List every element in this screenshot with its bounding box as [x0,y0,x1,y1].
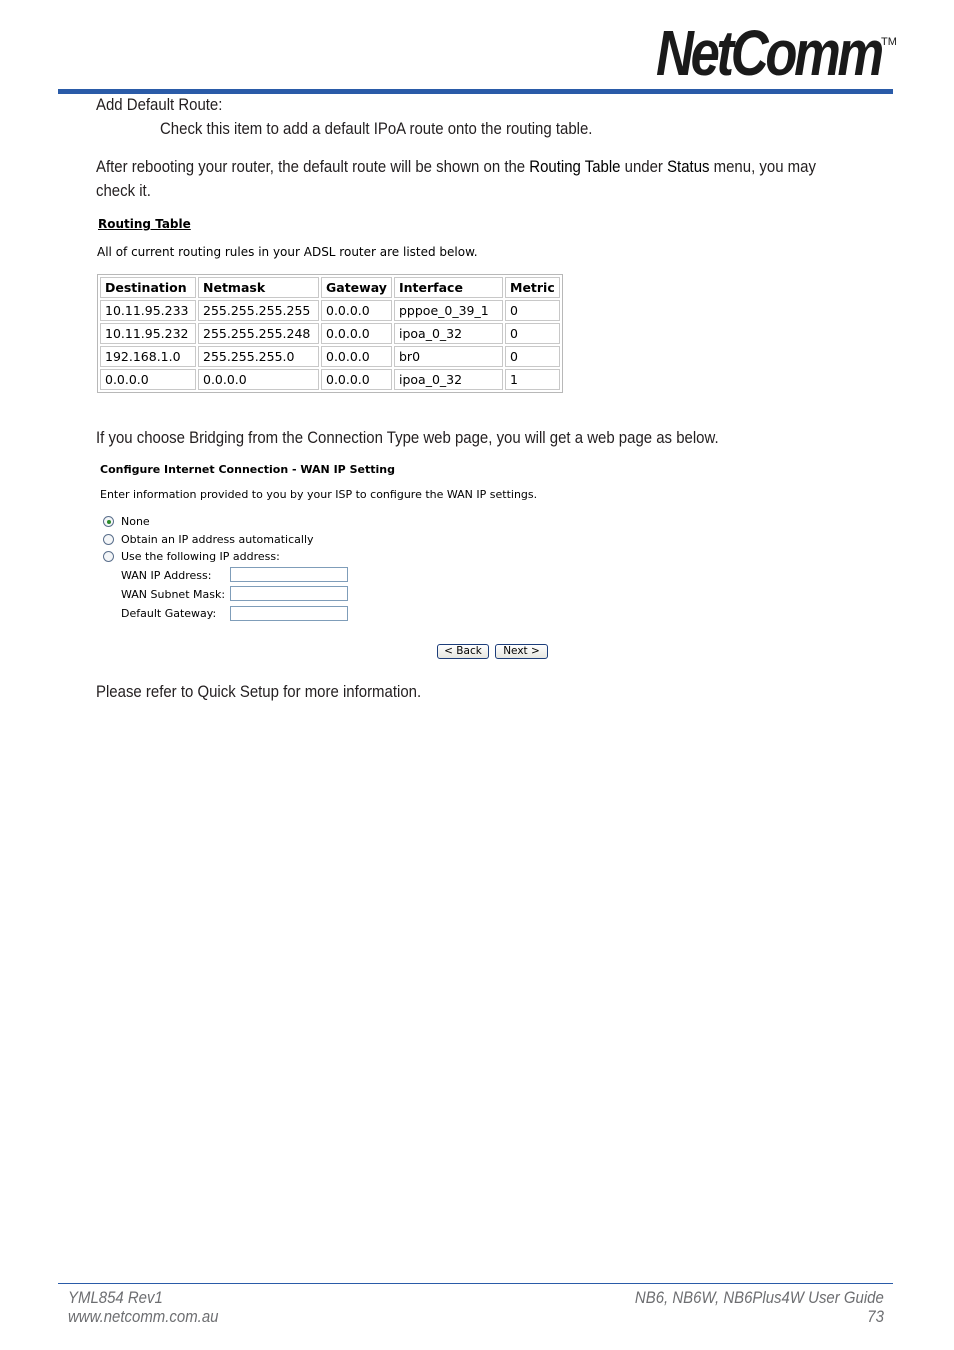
back-button[interactable]: < Back [437,644,489,659]
radio-label: Obtain an IP address automatically [121,533,314,546]
cell-destination: 10.11.95.233 [100,300,196,321]
paragraph-routing-info-line2: check it. [96,181,151,200]
section-heading-desc: Check this item to add a default IPoA route onto the routing table. [160,119,593,138]
cell-netmask: 255.255.255.255 [198,300,319,321]
radio-button-checked[interactable] [103,516,114,527]
paragraph-bridging: If you choose Bridging from the Connection Type web page, you will get a web page as below. [96,428,719,447]
cell-metric: 1 [505,369,560,390]
default-gateway-label: Default Gateway: [121,607,217,620]
col-metric: Metric [505,277,560,298]
radio-option-obtain-auto[interactable] [103,533,314,546]
logo-wordmark: NetComm [656,17,881,89]
radio-label: None [121,515,150,528]
table-row [100,323,560,344]
wan-ip-label: WAN IP Address: [121,569,212,582]
col-gateway: Gateway [321,277,392,298]
footer-doc-id: YML854 Rev1 [68,1288,163,1307]
cell-gateway: 0.0.0.0 [321,323,392,344]
radio-button[interactable] [103,551,114,562]
footer-guide: User Guide [804,1288,884,1307]
col-destination: Destination [100,277,196,298]
cell-netmask: 255.255.255.248 [198,323,319,344]
wan-ip-input[interactable] [230,567,348,582]
cell-metric: 0 [505,346,560,367]
next-button[interactable]: Next > [495,644,548,659]
cell-interface: ipoa_0_32 [394,369,503,390]
routing-table [97,274,563,393]
cell-metric: 0 [505,323,560,344]
radio-option-none[interactable] [103,515,150,528]
routing-table-ref: Routing Table [529,157,621,176]
footer-product: NB6, NB6W, NB6Plus4W [635,1288,805,1307]
cell-metric: 0 [505,300,560,321]
status-menu-ref: Status [667,157,710,176]
paragraph-refer-quick-setup: Please refer to Quick Setup for more information. [96,682,422,701]
wan-setting-title: Configure Internet Connection - WAN IP Setting [100,463,395,476]
default-gateway-input[interactable] [230,606,348,621]
paragraph-routing-info [96,155,816,179]
logo-trademark: TM [881,36,897,48]
para-text: menu, you may [709,157,816,176]
cell-destination: 192.168.1.0 [100,346,196,367]
routing-table-title: Routing Table [98,217,191,231]
para-text: under [620,157,668,176]
radio-label: Use the following IP address: [121,550,280,563]
cell-interface: br0 [394,346,503,367]
cell-interface: ipoa_0_32 [394,323,503,344]
cell-destination: 0.0.0.0 [100,369,196,390]
footer-rule [58,1283,893,1284]
col-interface: Interface [394,277,503,298]
table-row [100,300,560,321]
wan-setting-desc: Enter information provided to you by your ISP to configure the WAN IP settings. [100,488,538,501]
cell-netmask: 0.0.0.0 [198,369,319,390]
netcomm-logo [652,17,902,89]
radio-option-use-following[interactable] [103,550,280,563]
routing-table-desc: All of current routing rules in your ADSL router are listed below. [97,245,478,259]
cell-destination: 10.11.95.232 [100,323,196,344]
cell-gateway: 0.0.0.0 [321,300,392,321]
footer-page-number: 73 [867,1307,884,1326]
cell-netmask: 255.255.255.0 [198,346,319,367]
routing-table-header-row [100,277,560,298]
section-heading: Add Default Route: [96,95,223,114]
wan-subnet-input[interactable] [230,586,348,601]
cell-interface: pppoe_0_39_1 [394,300,503,321]
table-row [100,346,560,367]
cell-gateway: 0.0.0.0 [321,346,392,367]
col-netmask: Netmask [198,277,319,298]
cell-gateway: 0.0.0.0 [321,369,392,390]
footer-product-guide [635,1288,884,1307]
radio-button[interactable] [103,534,114,545]
footer-url: www.netcomm.com.au [68,1307,219,1326]
wan-subnet-label: WAN Subnet Mask: [121,588,226,601]
para-text: After rebooting your router, the default route will be shown on the [96,157,530,176]
table-row [100,369,560,390]
